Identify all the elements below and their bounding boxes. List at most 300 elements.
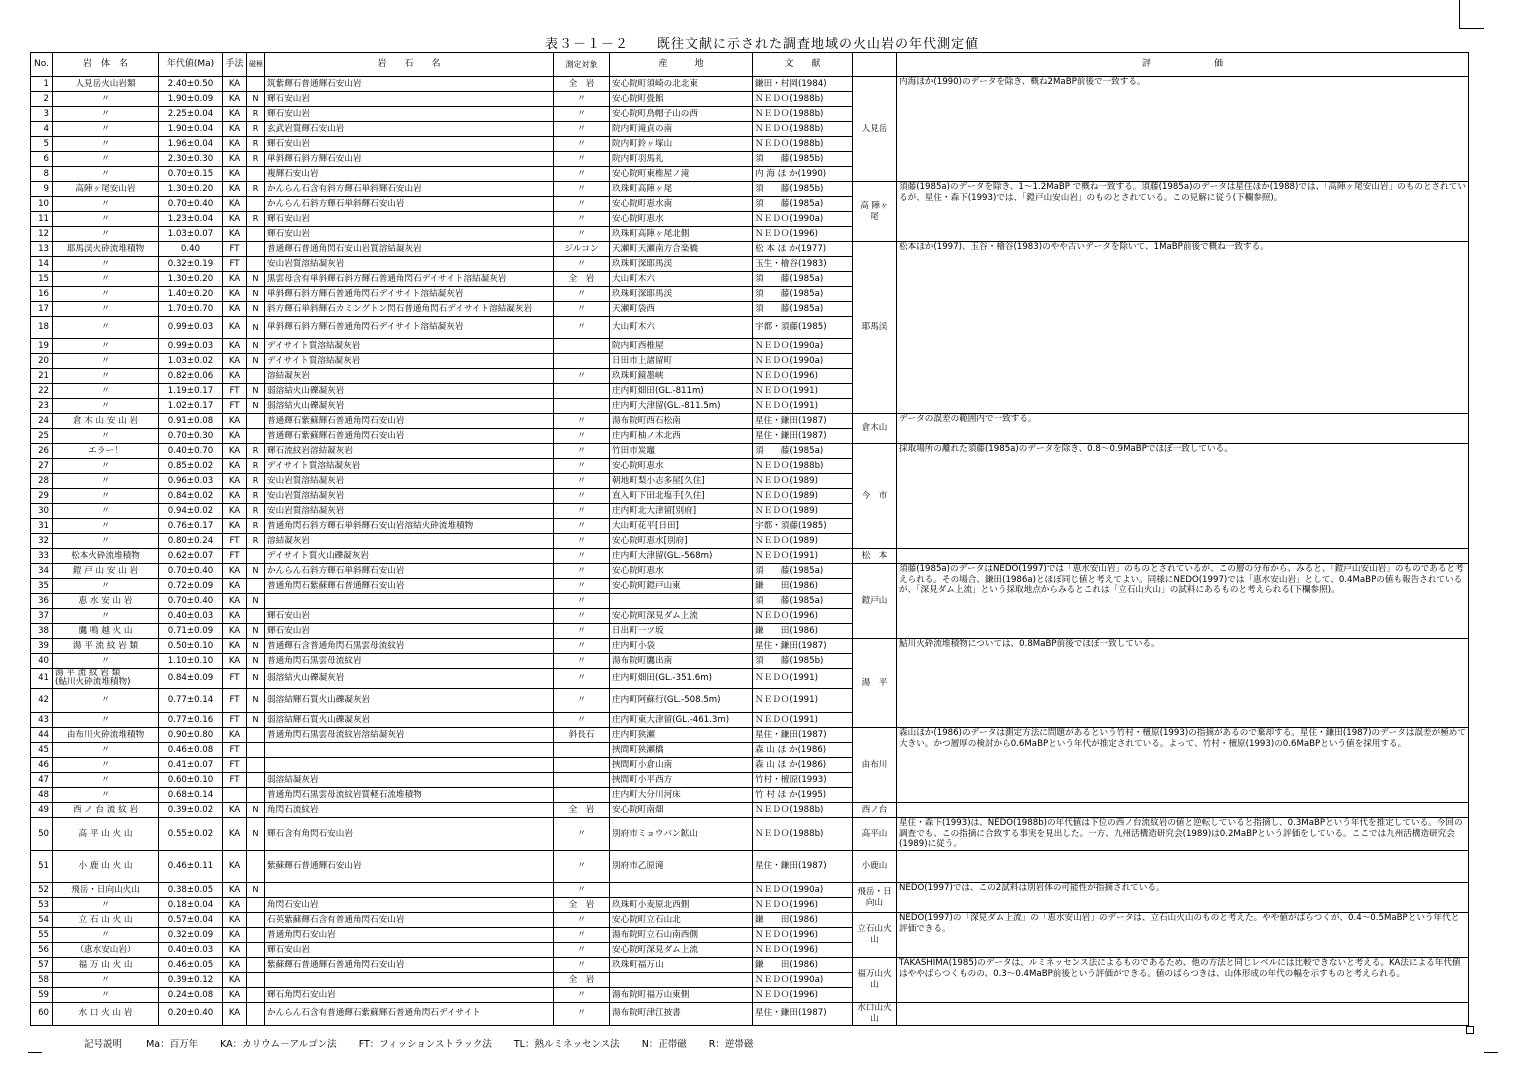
cell-rock-name: 安山岩質溶結凝灰岩 [265,504,554,519]
cell-polarity [247,958,265,973]
corner-box [1466,1026,1474,1034]
cell-rock-body: 高 平 山 火 山 [53,817,159,850]
cell-method: KA [223,851,247,883]
cell-locality: 天瀬町袋西 [610,302,753,317]
cell-polarity [247,727,265,742]
cell-target: 〃 [554,122,610,137]
cell-rock-name: 紫蘇輝石普通輝石安山岩 [265,851,554,883]
cell-method: KA [223,564,247,579]
cell-rock-name [265,594,554,609]
cell-method: KA [223,212,247,227]
cell-age: 1.30±0.20 [159,182,223,197]
cell-rock-name: かんらん石斜方輝石単斜輝石安山岩 [265,197,554,212]
table-row [31,242,1469,257]
cell-literature: 須 藤(1985a) [753,444,853,459]
cell-polarity: N [247,317,265,339]
legend-item: R：逆帯磁 [708,1039,754,1050]
cell-literature: 鎌 田(1986) [753,913,853,928]
cell-target: 〃 [554,1003,610,1025]
cell-polarity [247,414,265,429]
cell-target: 〃 [554,92,610,107]
cell-age: 0.84±0.09 [159,669,223,689]
cell-no: 34 [31,564,53,579]
cell-age: 0.71±0.09 [159,624,223,639]
cell-age: 0.32±0.19 [159,257,223,272]
cell-method: FT [223,399,247,414]
cell-polarity: N [247,802,265,817]
cell-target: 〃 [554,928,610,943]
cell-method: KA [223,817,247,850]
cell-polarity [247,988,265,1003]
cell-method: KA [223,898,247,913]
cell-no: 28 [31,474,53,489]
cell-age: 0.40±0.03 [159,943,223,958]
cell-rock-name: 弱溶結火山礫凝灰岩 [265,669,554,689]
cell-area: 松 本 [853,549,897,564]
cell-method: FT [223,757,247,772]
header-method: 手法 [223,53,247,77]
cell-no: 39 [31,639,53,654]
cell-no: 13 [31,242,53,257]
cell-method: KA [223,943,247,958]
cell-target: 〃 [554,489,610,504]
cell-age: 2.30±0.30 [159,152,223,167]
cell-locality: 院内町鈴ヶ塚山 [610,137,753,152]
cell-no: 22 [31,384,53,399]
cell-polarity [247,913,265,928]
cell-target: 〃 [554,474,610,489]
cell-literature: 須 藤(1985a) [753,197,853,212]
cell-polarity [247,609,265,624]
cell-no: 51 [31,851,53,883]
cell-literature: ＮＥＤＯ(1991) [753,549,853,564]
cell-age: 1.03±0.07 [159,227,223,242]
cell-literature: 森 山 ほ か(1986) [753,757,853,772]
cell-polarity [247,197,265,212]
cell-target: 〃 [554,609,610,624]
cell-literature: 内 海 ほ か(1990) [753,167,853,182]
cell-rock-name: 輝石安山岩 [265,92,554,107]
cell-locality: 竹田市炭竈 [610,444,753,459]
cell-age: 0.70±0.15 [159,167,223,182]
cell-no: 52 [31,883,53,898]
cell-rock-body: 恵 水 安 山 岩 [53,594,159,609]
cell-locality: 庄内町大分川河床 [610,787,753,802]
cell-locality: 庄内町大津留(GL.-811.5m) [610,399,753,414]
table-title: 表３－１－２ 既往文献に示された調査地域の火山岩の年代測定値 [544,37,979,52]
cell-target: 全 岩 [554,272,610,287]
cell-age: 1.19±0.17 [159,384,223,399]
cell-area: 鎧戸山 [853,564,897,639]
cell-method: KA [223,317,247,339]
cell-literature: ＮＥＤＯ(1991) [753,669,853,689]
cell-literature: ＮＥＤＯ(1988b) [753,107,853,122]
cell-rock-body: 〃 [53,474,159,489]
cell-literature: 須 藤(1985a) [753,287,853,302]
cell-polarity [247,928,265,943]
cell-target: 〃 [554,212,610,227]
cell-target: 〃 [554,851,610,883]
cell-method: KA [223,137,247,152]
cell-target: 〃 [554,943,610,958]
header-locality: 産 地 [610,53,753,77]
cell-no: 15 [31,272,53,287]
cell-polarity [247,579,265,594]
cell-target: 〃 [554,958,610,973]
cell-no: 27 [31,459,53,474]
cell-no: 54 [31,913,53,928]
age-data-table [30,52,1469,1026]
cell-target: 〃 [554,317,610,339]
cell-no: 41 [31,669,53,689]
cell-age: 0.39±0.02 [159,802,223,817]
cell-evaluation: 採取場所の離れた須藤(1985a)のデータを除き、0.8～0.9MaBPでほぼ一致している。 [897,444,1469,549]
cell-no: 3 [31,107,53,122]
cell-evaluation: データの誤差の範囲内で一致する。 [897,414,1469,444]
cell-rock-body: 〃 [53,167,159,182]
cell-literature: 星住・鎌田(1987) [753,851,853,883]
cell-target: 〃 [554,712,610,727]
cell-locality: 安心院町鎧戸山東 [610,579,753,594]
cell-no: 44 [31,727,53,742]
cell-rock-name: かんらん石含有普通輝石紫蘇輝石普通角閃石デイサイト [265,1003,554,1025]
cell-age: 1.23±0.04 [159,212,223,227]
cell-rock-name: 輝石角閃石安山岩 [265,988,554,1003]
cell-rock-name: デイサイト質火山礫凝灰岩 [265,549,554,564]
header-literature: 文 献 [753,53,853,77]
cell-age: 0.20±0.40 [159,1003,223,1025]
cell-polarity: N [247,354,265,369]
cell-age: 0.70±0.30 [159,429,223,444]
cell-rock-body: 鎧 戸 山 安 山 岩 [53,564,159,579]
cell-method: KA [223,802,247,817]
cell-method: KA [223,594,247,609]
cell-locality: 庄内町畑田(GL.-351.6m) [610,669,753,689]
cell-age: 1.96±0.04 [159,137,223,152]
cell-no: 14 [31,257,53,272]
cell-no: 12 [31,227,53,242]
cell-evaluation [897,851,1469,883]
cell-age: 1.90±0.04 [159,122,223,137]
cell-rock-name: 普通輝石含普通角閃石黒雲母流紋岩 [265,639,554,654]
cell-rock-name: 普通輝石紫蘇輝石普通角閃石安山岩 [265,414,554,429]
legend [78,1025,775,1050]
cell-rock-name: 輝石安山岩 [265,227,554,242]
cell-polarity [247,549,265,564]
cell-target: 〃 [554,152,610,167]
cell-age: 0.68±0.14 [159,787,223,802]
cell-no: 60 [31,1003,53,1025]
cell-locality: 庄内町東大津留(GL.-461.3m) [610,712,753,727]
cell-literature: 竹村・檀原(1993) [753,772,853,787]
cell-locality: 安心院町深見ダム上流 [610,609,753,624]
cell-no: 25 [31,429,53,444]
cell-method: KA [223,913,247,928]
cell-literature: ＮＥＤＯ(1990a) [753,973,853,988]
cell-locality: 安心院町鳥帽子山の西 [610,107,753,122]
cell-locality: 玖珠町深耶馬渓 [610,257,753,272]
table-row [31,958,1469,973]
cell-age: 1.10±0.10 [159,654,223,669]
cell-age: 1.30±0.20 [159,272,223,287]
cell-evaluation: 松本ほか(1997)、玉谷・檜谷(1983)のやや古いデータを除いて、1MaBP前後で概ね一致する。 [897,242,1469,414]
cell-literature: ＮＥＤＯ(1988b) [753,459,853,474]
cell-method: KA [223,489,247,504]
cell-evaluation: NEDO(1997)の「深見ダム上流」の「恵水安山岩」のデータは、立石山火山のものと考えた。やや値がばらつくが、0.4～0.5MaBPという年代と評価できる。 [897,913,1469,958]
cell-rock-body: 立 石 山 火 山 [53,913,159,928]
cell-no: 56 [31,943,53,958]
cell-no: 36 [31,594,53,609]
cell-literature: 須 藤(1985b) [753,182,853,197]
cell-locality: 安心院町須崎の北北東 [610,77,753,92]
cell-method: KA [223,654,247,669]
cell-rock-name: 筑紫輝石普通輝石安山岩 [265,77,554,92]
cell-polarity [247,851,265,883]
cell-method: FT [223,772,247,787]
cell-no: 50 [31,817,53,850]
cell-literature: ＮＥＤＯ(1990a) [753,883,853,898]
cell-rock-name: 普通角閃石斜方輝石単斜輝石安山岩溶結火砕流堆積物 [265,519,554,534]
cell-polarity: R [247,122,265,137]
cell-evaluation: 内海ほか(1990)のデータを除き、概ね2MaBP前後で一致する。 [897,77,1469,182]
table-body [31,77,1469,1026]
cell-method: KA [223,197,247,212]
cell-method: KA [223,227,247,242]
cell-rock-body: 〃 [53,742,159,757]
cell-rock-body: 〃 [53,227,159,242]
rock-body-line: (鮎川火砕流堆積物) [55,677,131,688]
cell-evaluation: NEDO(1997)では、この2試料は別岩体の可能性が指摘されている。 [897,883,1469,913]
cell-method: KA [223,444,247,459]
cell-rock-body: 松本火砕流堆積物 [53,549,159,564]
cell-literature: ＮＥＤＯ(1989) [753,489,853,504]
cell-rock-name [265,883,554,898]
cell-method: FT [223,257,247,272]
cell-rock-name: 複輝石安山岩 [265,167,554,182]
cell-no: 8 [31,167,53,182]
crop-mark-bottom-left [28,1052,42,1053]
cell-rock-body: 〃 [53,429,159,444]
cell-age: 0.70±0.40 [159,594,223,609]
cell-literature: 星住・鎌田(1987) [753,639,853,654]
cell-method: KA [223,504,247,519]
table-row [31,851,1469,883]
cell-rock-name: 単斜輝石斜方輝石普通角閃石デイサイト溶結凝灰岩 [265,317,554,339]
cell-rock-body: 倉 木 山 安 山 岩 [53,414,159,429]
cell-area: 人見岳 [853,77,897,182]
cell-literature: ＮＥＤＯ(1989) [753,474,853,489]
cell-rock-body: 〃 [53,339,159,354]
cell-rock-body: 由布川火砕流堆積物 [53,727,159,742]
cell-rock-body: 小 鹿 山 火 山 [53,851,159,883]
cell-evaluation [897,1003,1469,1025]
cell-locality: 安心院町東椎屋ノ滝 [610,167,753,182]
cell-rock-body: 〃 [53,688,159,712]
header-area [853,53,897,77]
cell-rock-name: 黒雲母含有単斜輝石斜方輝石普通角閃石デイサイト溶結凝灰岩 [265,272,554,287]
cell-literature: 星住・鎌田(1987) [753,429,853,444]
cell-literature: 須 藤(1985a) [753,564,853,579]
cell-age: 1.02±0.17 [159,399,223,414]
cell-age: 0.57±0.04 [159,913,223,928]
cell-age: 0.76±0.17 [159,519,223,534]
cell-literature: ＮＥＤＯ(1996) [753,943,853,958]
cell-no: 35 [31,579,53,594]
cell-rock-body: 〃 [53,988,159,1003]
cell-age: 0.99±0.03 [159,339,223,354]
cell-method: KA [223,928,247,943]
cell-literature: 宇都・須藤(1985) [753,317,853,339]
cell-polarity [247,973,265,988]
cell-target [554,339,610,354]
cell-area: 立石山火 山 [853,913,897,958]
cell-locality: 庄内町小袋 [610,639,753,654]
cell-literature: ＮＥＤＯ(1996) [753,898,853,913]
cell-no: 48 [31,787,53,802]
cell-evaluation: 須藤(1985a)のデータを除き、1～1.2MaBP で概ね一致する。須藤(1985a)のデータは星住ほか(1988)では、「高陣ヶ尾安山岩」のものとされているが、星住・森下(1993)では、「鎧戸山安山岩」のものとされている。この見解に従う(下欄参照)。 [897,182,1469,242]
cell-literature: 鎌 田(1986) [753,579,853,594]
cell-locality: 挾間町小倉山南 [610,757,753,772]
cell-rock-name: 輝石安山岩 [265,212,554,227]
cell-no: 4 [31,122,53,137]
cell-age: 1.90±0.09 [159,92,223,107]
crop-mark-top-right-h [1459,28,1484,29]
header-polarity: 磁極 [247,53,265,77]
cell-polarity: R [247,504,265,519]
crop-mark-top-right-v [1459,0,1460,28]
cell-rock-name: 輝石安山岩 [265,943,554,958]
cell-polarity [247,369,265,384]
cell-age: 0.38±0.05 [159,883,223,898]
cell-no: 42 [31,688,53,712]
cell-rock-body: 〃 [53,369,159,384]
cell-age: 0.84±0.02 [159,489,223,504]
cell-target: 〃 [554,534,610,549]
cell-no: 20 [31,354,53,369]
cell-locality: 安心院町恵水[別府] [610,534,753,549]
cell-no: 32 [31,534,53,549]
cell-no: 59 [31,988,53,1003]
cell-rock-body: 〃 [53,399,159,414]
cell-target [554,757,610,772]
cell-rock-body: 〃 [53,757,159,772]
cell-literature: ＮＥＤＯ(1988b) [753,122,853,137]
cell-locality: 日出町一ツ坂 [610,624,753,639]
cell-target: 〃 [554,549,610,564]
cell-locality: 庄内町柚ノ木北西 [610,429,753,444]
cell-literature: ＮＥＤＯ(1996) [753,928,853,943]
cell-polarity: R [247,474,265,489]
cell-polarity: N [247,92,265,107]
cell-target: 〃 [554,688,610,712]
cell-no: 30 [31,504,53,519]
cell-rock-name: 弱溶結火山礫凝灰岩 [265,399,554,414]
cell-literature: ＮＥＤＯ(1990a) [753,339,853,354]
cell-target: 〃 [554,624,610,639]
cell-no: 58 [31,973,53,988]
cell-locality: 安心院町畳館 [610,92,753,107]
cell-method: KA [223,302,247,317]
cell-method: KA [223,122,247,137]
cell-method: KA [223,92,247,107]
cell-no: 46 [31,757,53,772]
cell-target: 〃 [554,107,610,122]
cell-polarity [247,787,265,802]
cell-locality: 別府市ミョウバン鉱山 [610,817,753,850]
cell-locality: 玖珠町高陣ヶ尾北側 [610,227,753,242]
cell-target [554,384,610,399]
cell-no: 18 [31,317,53,339]
table-row [31,913,1469,928]
cell-rock-name: 輝石安山岩 [265,107,554,122]
cell-age: 0.80±0.24 [159,534,223,549]
cell-polarity: N [247,624,265,639]
cell-method: KA [223,519,247,534]
cell-no: 49 [31,802,53,817]
cell-target: 斜長石 [554,727,610,742]
table-row [31,817,1469,850]
cell-method: FT [223,712,247,727]
legend-item: Ma：百万年 [146,1039,199,1050]
cell-age: 0.77±0.14 [159,688,223,712]
cell-target: 〃 [554,654,610,669]
cell-age: 0.32±0.09 [159,928,223,943]
cell-literature: ＮＥＤＯ(1988b) [753,92,853,107]
cell-rock-body: 〃 [53,519,159,534]
cell-method: KA [223,639,247,654]
cell-locality: 庄内町狭瀬 [610,727,753,742]
cell-polarity: N [247,883,265,898]
cell-target: 〃 [554,414,610,429]
cell-no: 11 [31,212,53,227]
cell-locality: 安心院町恵水 [610,564,753,579]
cell-polarity [247,772,265,787]
cell-locality: 庄内町北大津留[別府] [610,504,753,519]
cell-method: KA [223,609,247,624]
cell-polarity: R [247,152,265,167]
cell-polarity: N [247,564,265,579]
cell-rock-name: 弱溶結火山礫凝灰岩 [265,384,554,399]
cell-rock-name: 角閃石安山岩 [265,898,554,913]
cell-locality: 玖珠町深耶馬渓 [610,287,753,302]
cell-literature: 須 藤(1985a) [753,302,853,317]
cell-area: 水口山火 山 [853,1003,897,1025]
cell-rock-body [53,669,159,689]
cell-area: 小鹿山 [853,851,897,883]
cell-method: KA [223,973,247,988]
cell-no: 47 [31,772,53,787]
cell-literature: ＮＥＤＯ(1988b) [753,137,853,152]
cell-polarity [247,429,265,444]
cell-rock-name: 溶結凝灰岩 [265,369,554,384]
cell-age: 0.85±0.02 [159,459,223,474]
cell-literature: ＮＥＤＯ(1991) [753,688,853,712]
cell-literature: 鎌田・村岡(1984) [753,77,853,92]
cell-rock-name: 弱溶結凝灰岩 [265,772,554,787]
cell-locality: 玖珠町高陣ヶ尾 [610,182,753,197]
cell-no: 40 [31,654,53,669]
cell-age: 0.72±0.09 [159,579,223,594]
cell-rock-name: 普通輝石普通角閃石安山岩質溶結凝灰岩 [265,242,554,257]
cell-no: 9 [31,182,53,197]
cell-method: KA [223,459,247,474]
cell-method: FT [223,534,247,549]
cell-rock-name: 輝石安山岩 [265,137,554,152]
cell-rock-name: かんらん石含有斜方輝石単斜輝石安山岩 [265,182,554,197]
cell-rock-name: デイサイト質溶結凝灰岩 [265,354,554,369]
cell-age: 0.99±0.03 [159,317,223,339]
cell-rock-body: 水 口 火 山 岩 [53,1003,159,1025]
